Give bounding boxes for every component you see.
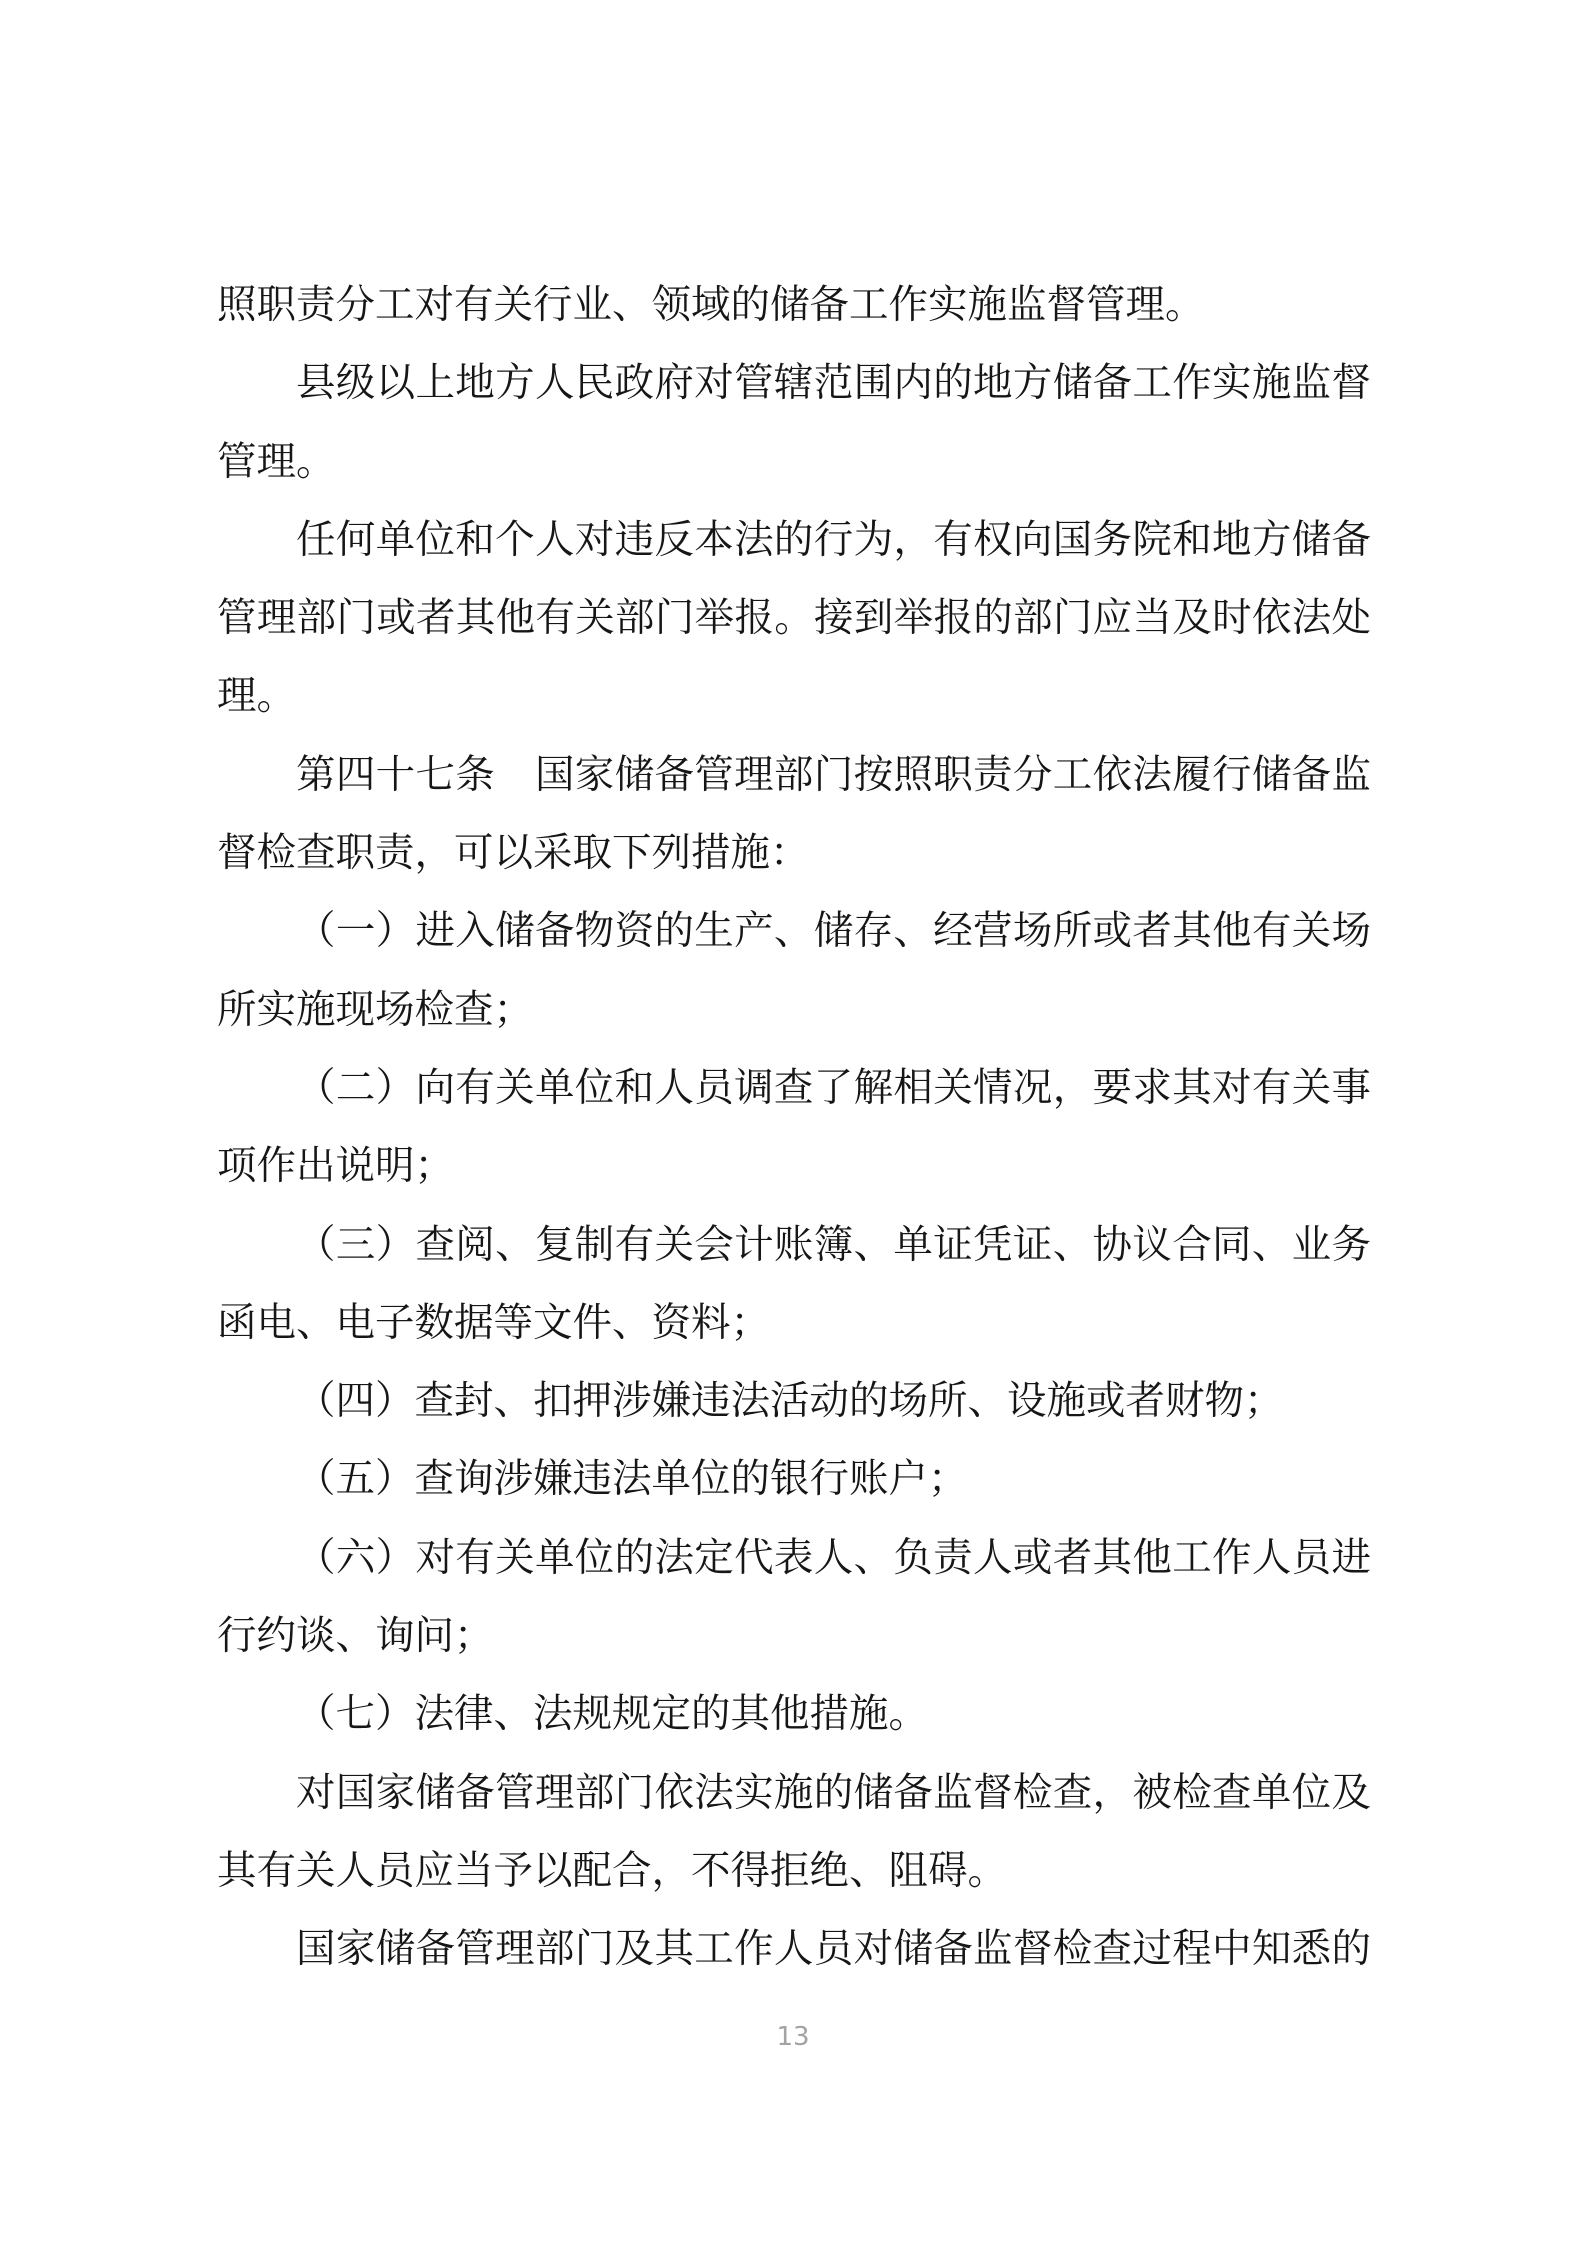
list-item — [217, 892, 1371, 1049]
paragraph — [217, 1754, 1371, 1911]
text-line: 照职责分工对有关行业、领域的储备工作实施监督管理。 — [217, 282, 1205, 328]
paragraph — [217, 266, 1371, 344]
text-line: 项作出说明； — [217, 1143, 454, 1190]
text-line: （一）进入储备物资的生产、储存、经营场所或者其他有关场 — [296, 908, 1371, 955]
text-line: （七）法律、法规规定的其他措施。 — [296, 1691, 928, 1738]
text-line: 对国家储备管理部门依法实施的储备监督检查，被检查单位及 — [296, 1769, 1371, 1816]
page-number: 13 — [776, 2022, 810, 2052]
text-line: （六）对有关单位的法定代表人、负责人或者其他工作人员进 — [296, 1534, 1371, 1581]
text-line: 管理部门或者其他有关部门举报。接到举报的部门应当及时依法处 — [217, 595, 1371, 642]
text-line: 第四十七条 国家储备管理部门按照职责分工依法履行储备监 — [296, 751, 1371, 798]
text-line: 理。 — [217, 673, 296, 720]
text-line: （五）查询涉嫌违法单位的银行账户； — [296, 1456, 968, 1503]
body-text — [217, 266, 1371, 1989]
text-line: （四）查封、扣押涉嫌违法活动的场所、设施或者财物； — [296, 1378, 1284, 1425]
paragraph — [217, 344, 1371, 501]
text-line: （三）查阅、复制有关会计账簿、单证凭证、协议合同、业务 — [296, 1221, 1371, 1268]
text-line: 所实施现场检查； — [217, 986, 533, 1033]
list-item — [217, 1362, 1371, 1440]
text-line: 其有关人员应当予以配合，不得拒绝、阻碍。 — [217, 1847, 1007, 1894]
text-line: 县级以上地方人民政府对管辖范围内的地方储备工作实施监督 — [296, 360, 1371, 407]
text-line: 任何单位和个人对违反本法的行为，有权向国务院和地方储备 — [296, 516, 1371, 563]
list-item — [217, 1206, 1371, 1363]
text-line: 管理。 — [217, 438, 336, 485]
list-item — [217, 1675, 1371, 1753]
text-line: （二）向有关单位和人员调查了解相关情况，要求其对有关事 — [296, 1064, 1371, 1111]
text-line: 督检查职责，可以采取下列措施： — [217, 830, 810, 877]
text-line: 函电、电子数据等文件、资料； — [217, 1299, 770, 1346]
text-line: 国家储备管理部门及其工作人员对储备监督检查过程中知悉的 — [296, 1926, 1371, 1973]
paragraph — [217, 501, 1371, 736]
list-item — [217, 1049, 1371, 1206]
article-paragraph — [217, 736, 1371, 893]
list-item — [217, 1440, 1371, 1518]
paragraph — [217, 1910, 1371, 1988]
text-line: 行约谈、询问； — [217, 1613, 494, 1660]
list-item — [217, 1519, 1371, 1676]
